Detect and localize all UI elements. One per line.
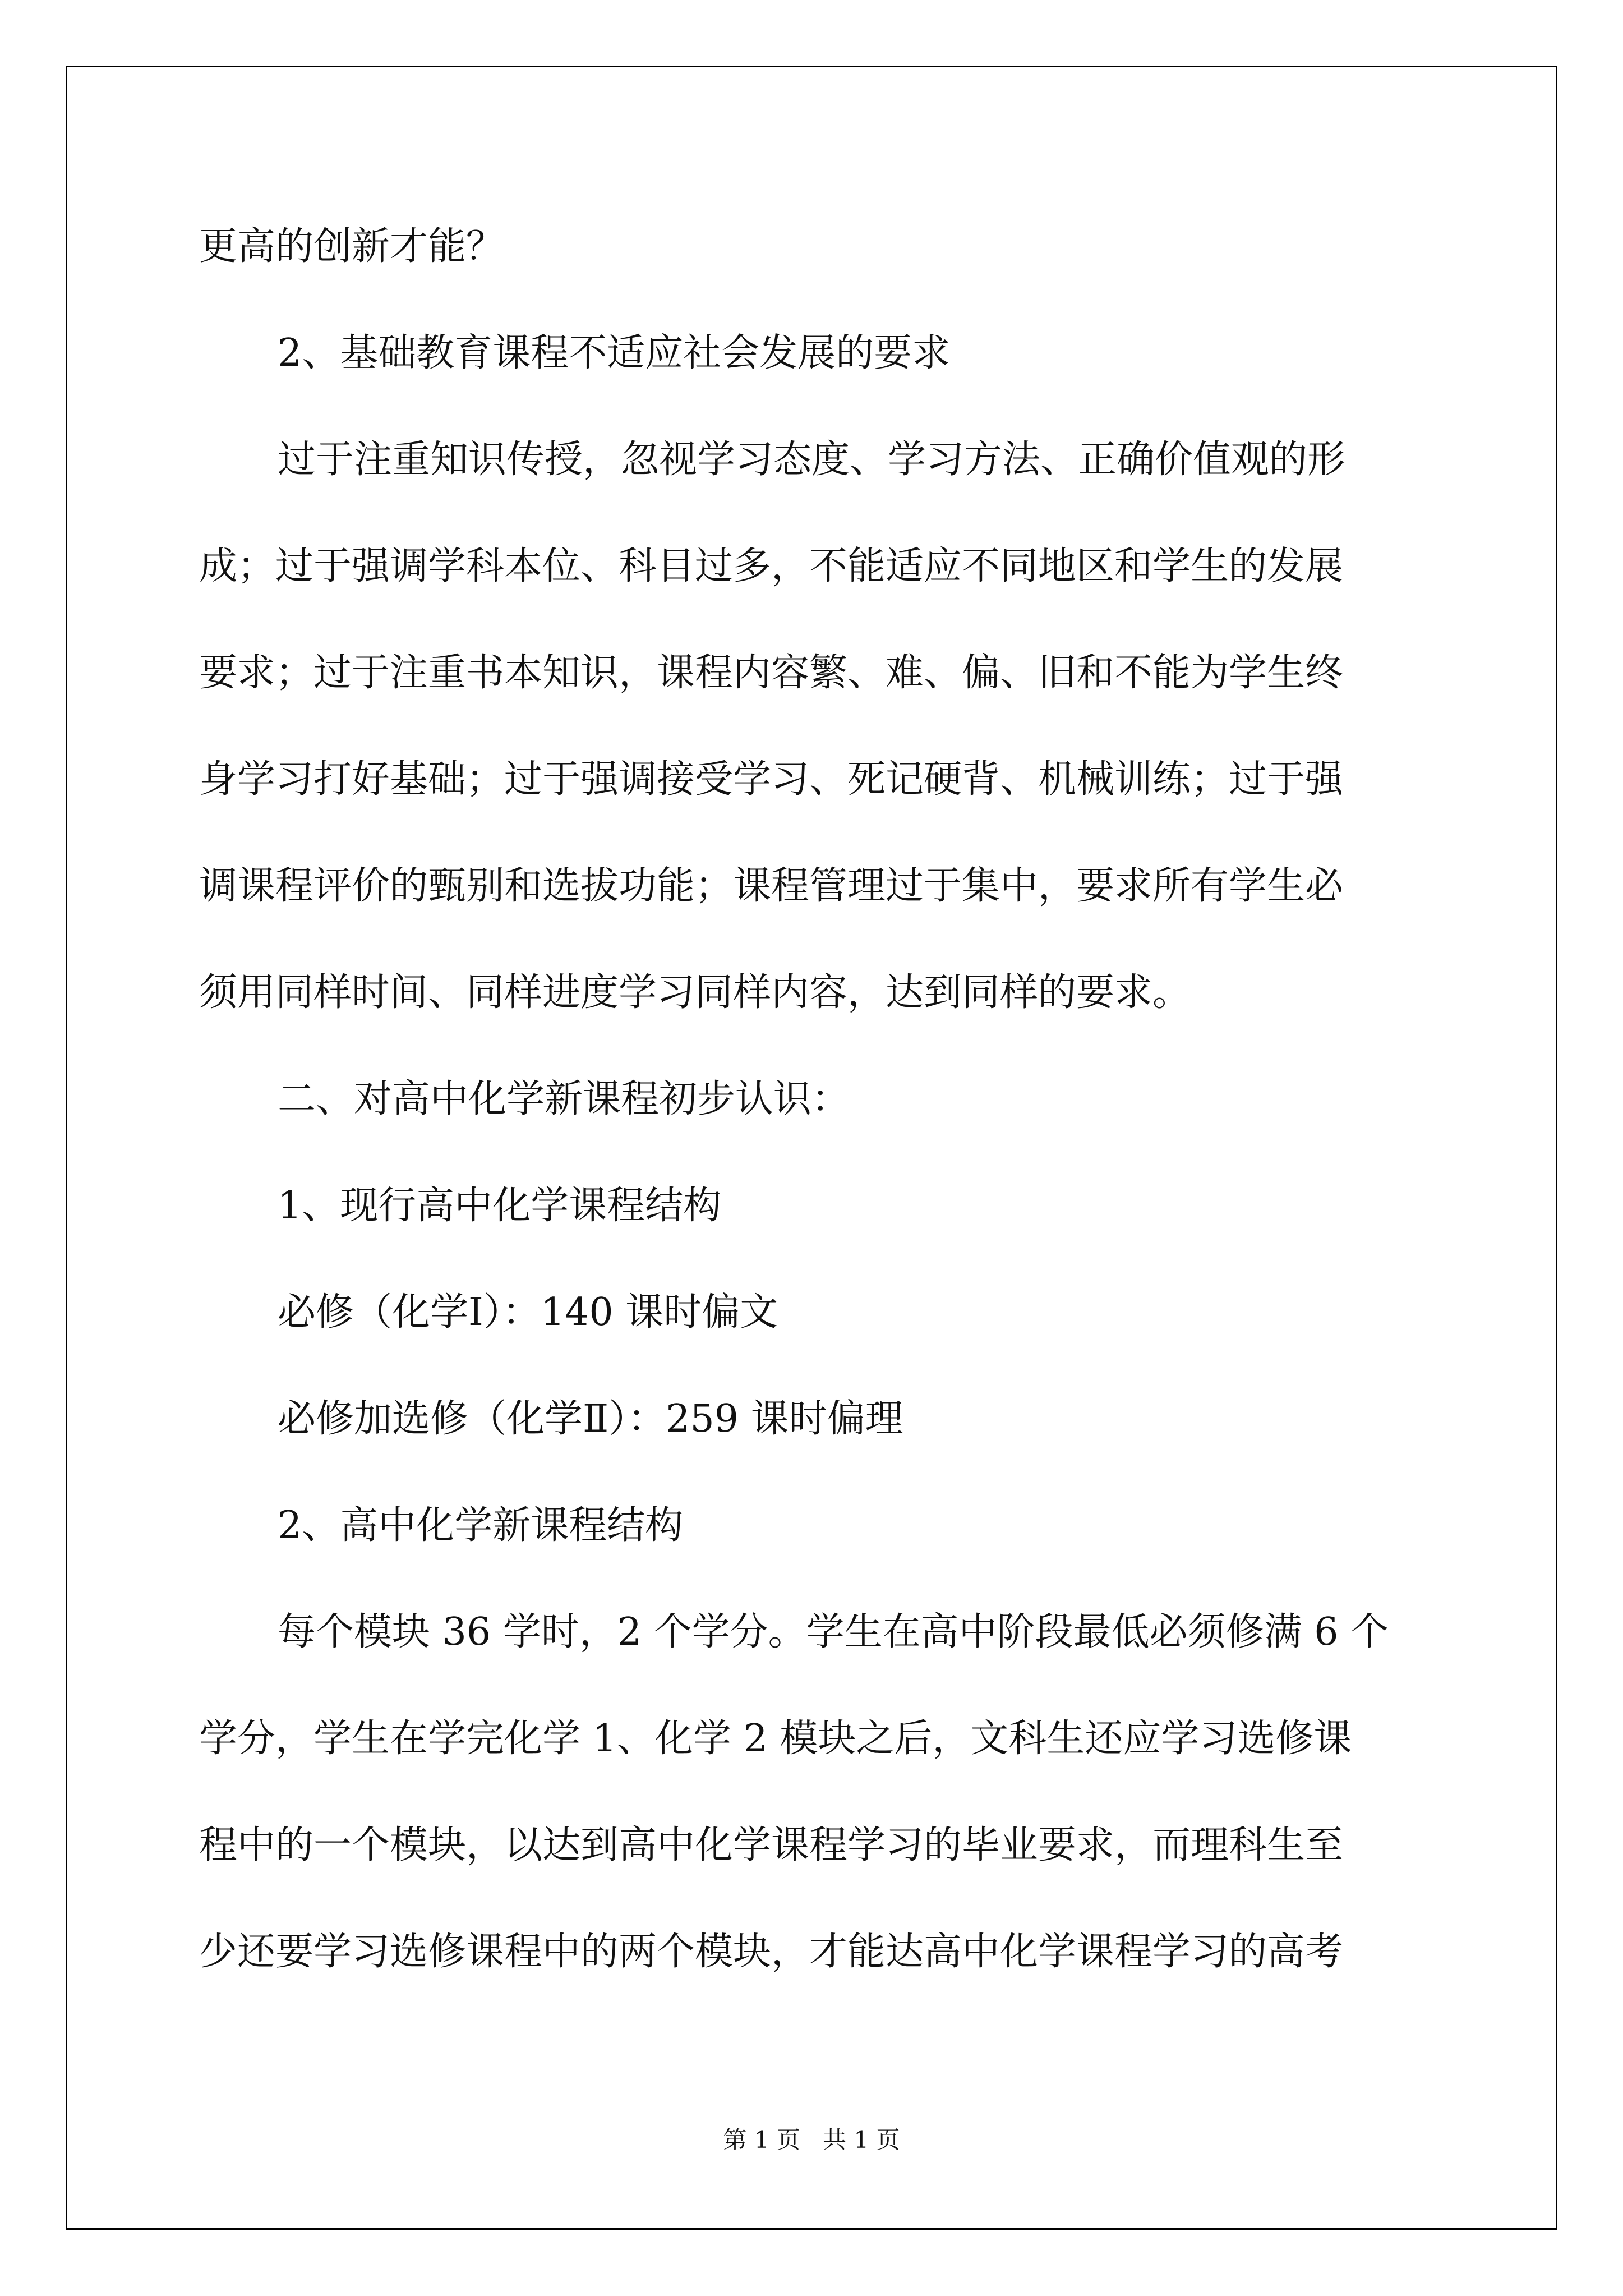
page-footer: 第 1 页 共 1 页 — [723, 2126, 900, 2154]
paragraph-line: 每个模块 36 学时，2 个学分。学生在高中阶段最低必须修满 6 个 — [278, 1610, 1389, 1654]
section-heading: 1、现行高中化学课程结构 — [278, 1184, 722, 1228]
section-heading: 二、对高中化学新课程初步认识： — [278, 1077, 850, 1121]
paragraph-line: 成；过于强调学科本位、科目过多，不能适应不同地区和学生的发展 — [199, 544, 1344, 588]
paragraph-line: 更高的创新才能？ — [199, 224, 505, 269]
paragraph-line: 调课程评价的甄别和选拔功能；课程管理过于集中，要求所有学生必 — [199, 864, 1344, 908]
paragraph-line: 身学习打好基础；过于强调接受学习、死记硬背、机械训练；过于强 — [199, 757, 1344, 802]
page-border — [66, 66, 1557, 2230]
paragraph-line: 过于注重知识传授，忽视学习态度、学习方法、正确价值观的形 — [278, 438, 1346, 482]
section-heading: 2、基础教育课程不适应社会发展的要求 — [278, 331, 951, 375]
paragraph-line: 必修加选修（化学Ⅱ）：259 课时偏理 — [278, 1397, 903, 1441]
paragraph-line: 程中的一个模块，以达到高中化学课程学习的毕业要求，而理科生至 — [199, 1823, 1344, 1867]
paragraph-line: 少还要学习选修课程中的两个模块，才能达高中化学课程学习的高考 — [199, 1930, 1344, 1974]
paragraph-line: 要求；过于注重书本知识，课程内容繁、难、偏、旧和不能为学生终 — [199, 651, 1344, 695]
paragraph-line: 必修（化学Ⅰ）：140 课时偏文 — [278, 1290, 778, 1335]
paragraph-line: 学分，学生在学完化学 1、化学 2 模块之后，文科生还应学习选修课 — [199, 1717, 1352, 1761]
paragraph-line: 须用同样时间、同样进度学习同样内容，达到同样的要求。 — [199, 970, 1191, 1015]
section-heading: 2、高中化学新课程结构 — [278, 1503, 684, 1548]
